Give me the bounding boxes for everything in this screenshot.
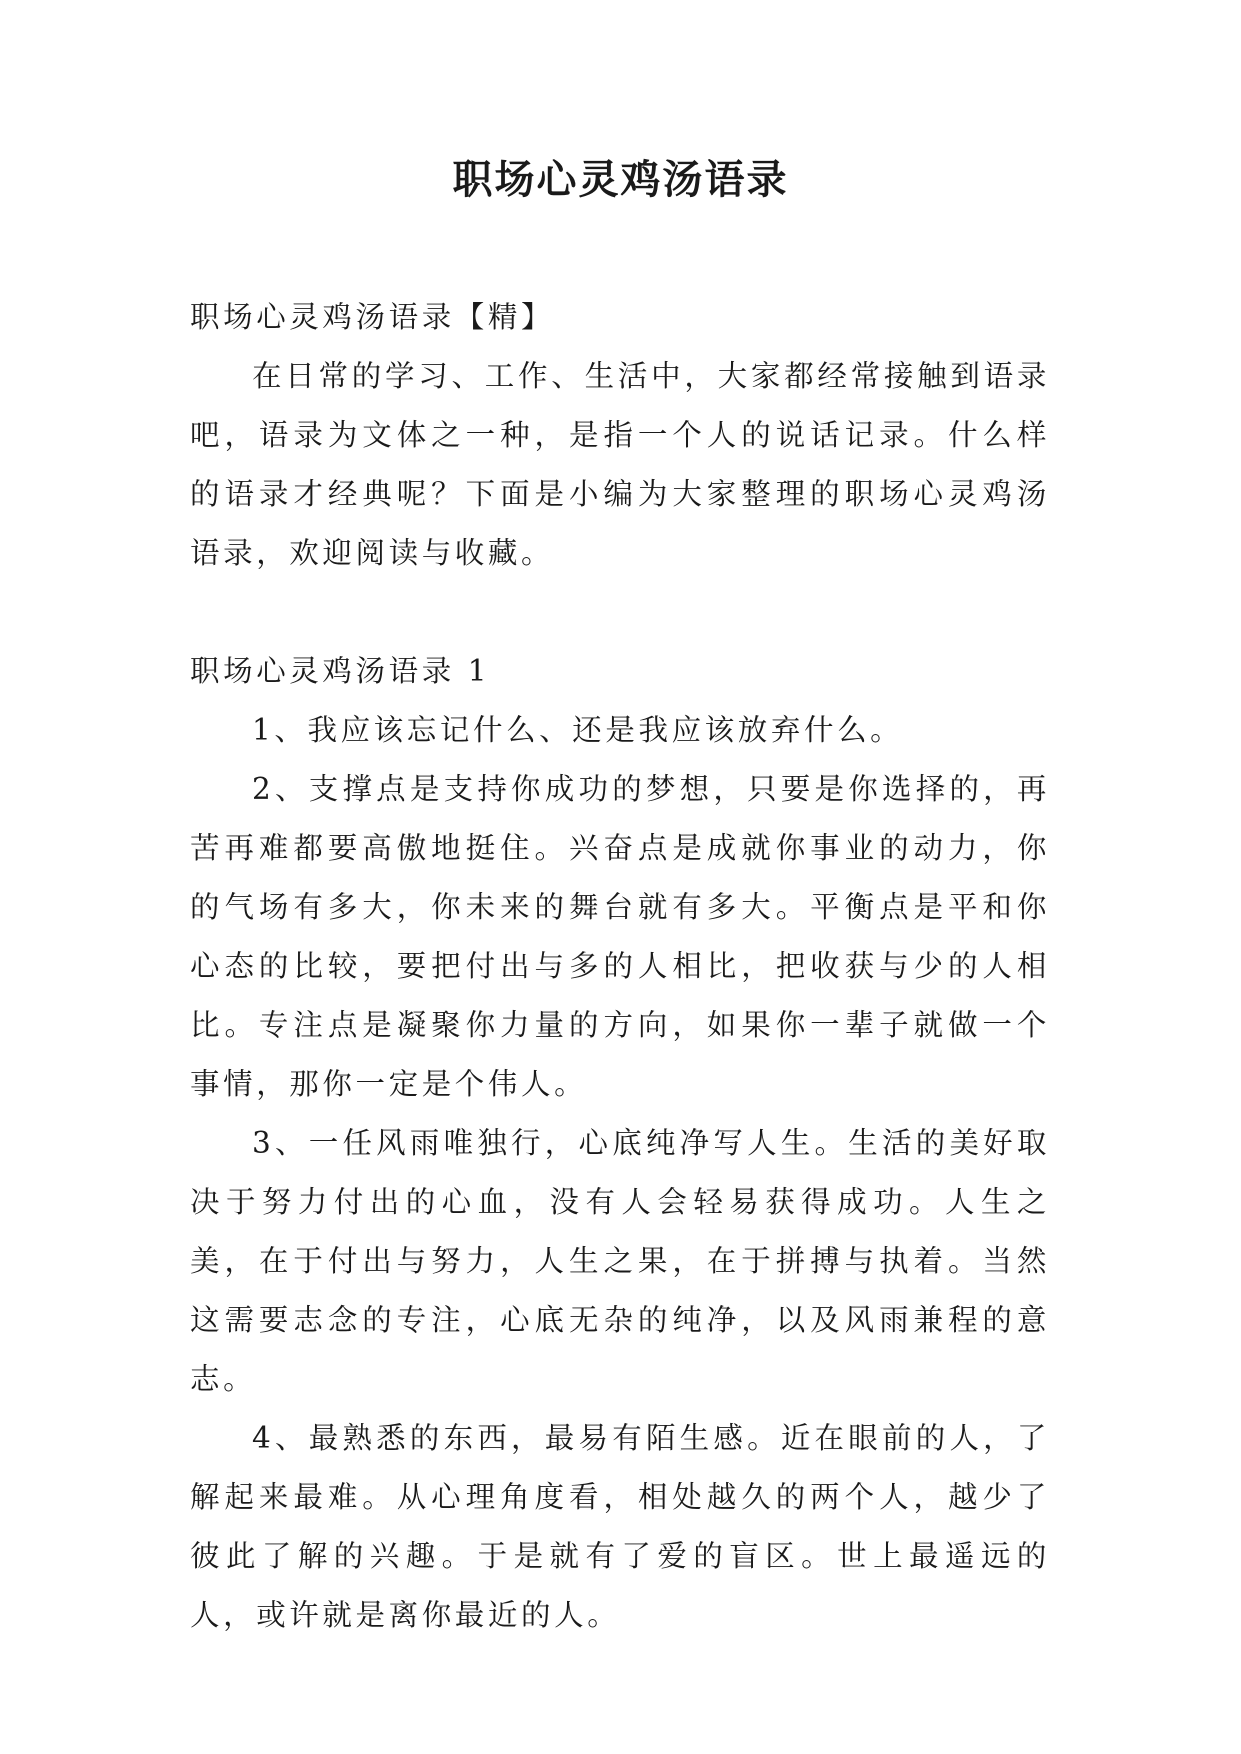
intro-paragraph: 在日常的学习、工作、生活中，大家都经常接触到语录吧，语录为文体之一种，是指一个人的说话记录。什么样的语录才经典呢？下面是小编为大家整理的职场心灵鸡汤语录，欢迎阅读与收藏。	[190, 359, 1050, 570]
quote-item-1: 1、我应该忘记什么、还是我应该放弃什么。	[252, 713, 904, 747]
quote-item-2: 2、支撑点是支持你成功的梦想，只要是你选择的，再苦再难都要高傲地挺住。兴奋点是成就你事业的动力，你的气场有多大，你未来的舞台就有多大。平衡点是平和你心态的比较，要把付出与多的人相比，把收获与少的人相比。专注点是凝聚你力量的方向，如果你一辈子就做一个事情，那你一定是个伟人。	[190, 772, 1050, 1101]
part1-heading: 职场心灵鸡汤语录 1	[190, 654, 491, 688]
paragraph-gap	[190, 583, 1050, 642]
quote-item-3: 3、一任风雨唯独行，心底纯净写人生。生活的美好取决于努力付出的心血，没有人会轻易获得成功。人生之美，在于付出与努力，人生之果，在于拼搏与执着。当然这需要志念的专注，心底无杂的纯净，以及风雨兼程的意志。	[190, 1126, 1050, 1396]
quote-item-4: 4、最熟悉的东西，最易有陌生感。近在眼前的人，了解起来最难。从心理角度看，相处越久的两个人，越少了彼此了解的兴趣。于是就有了爱的盲区。世上最遥远的人，或许就是离你最近的人。	[190, 1421, 1050, 1632]
document-body	[190, 288, 1050, 1645]
document-title: 职场心灵鸡汤语录	[452, 156, 789, 203]
section-heading: 职场心灵鸡汤语录【精】	[190, 300, 555, 334]
